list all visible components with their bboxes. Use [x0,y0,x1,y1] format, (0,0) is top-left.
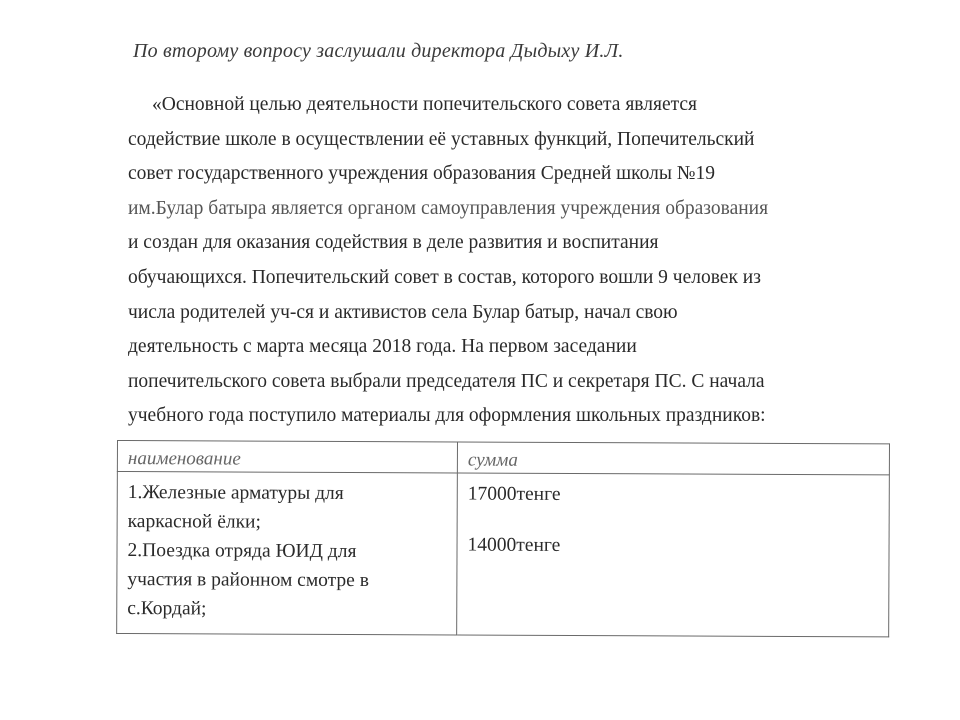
paragraph-line: деятельность с марта месяца 2018 года. На первом заседании [128,336,637,358]
item-description [117,472,457,624]
items-cell [117,472,458,635]
item-line: 1.Железные арматуры для [127,482,344,504]
paragraph-line: совет государственного учреждения образования Средней школы №19 [128,163,715,185]
item-amount: 14000тенге [467,534,561,556]
item-line: 2.Поездка отряда ЮИД для [127,540,357,563]
table-header-row [117,441,889,475]
heading: По второму вопросу заслушали директора Дыдыху И.Л. [133,40,624,62]
item-amount: 17000тенге [467,483,561,505]
paragraph-line: обучающихся. Попечительский совет в состав, которого вошли 9 человек из [128,266,761,288]
paragraph-line: учебного года поступило материалы для оформления школьных праздников: [128,405,766,427]
item-line: каркасной ёлки; [127,511,261,533]
table-row [117,472,890,637]
paragraph-line: попечительского совета выбрали председателя ПС и секретаря ПС. С начала [128,370,765,392]
paragraph-line: числа родителей уч-ся и активистов села Булар батыр, начал свою [128,301,678,323]
paragraph-line: и создан для оказания содействия в деле развития и воспитания [128,232,659,254]
body-paragraph [128,88,888,434]
item-line: с.Кордай; [127,598,207,620]
expense-table [116,440,890,637]
paragraph-line: им.Булар батыра является органом самоуправления учреждения образования [128,197,769,219]
header-sum: сумма [457,442,889,475]
paragraph-line: «Основной целью деятельности попечительского совета является [152,94,698,115]
amounts-cell [457,473,890,637]
header-name: наименование [117,441,457,473]
item-line: участия в районном смотре в [127,569,369,592]
paragraph-line: содействие школе в осуществлении её уставных функций, Попечительский [128,128,755,150]
